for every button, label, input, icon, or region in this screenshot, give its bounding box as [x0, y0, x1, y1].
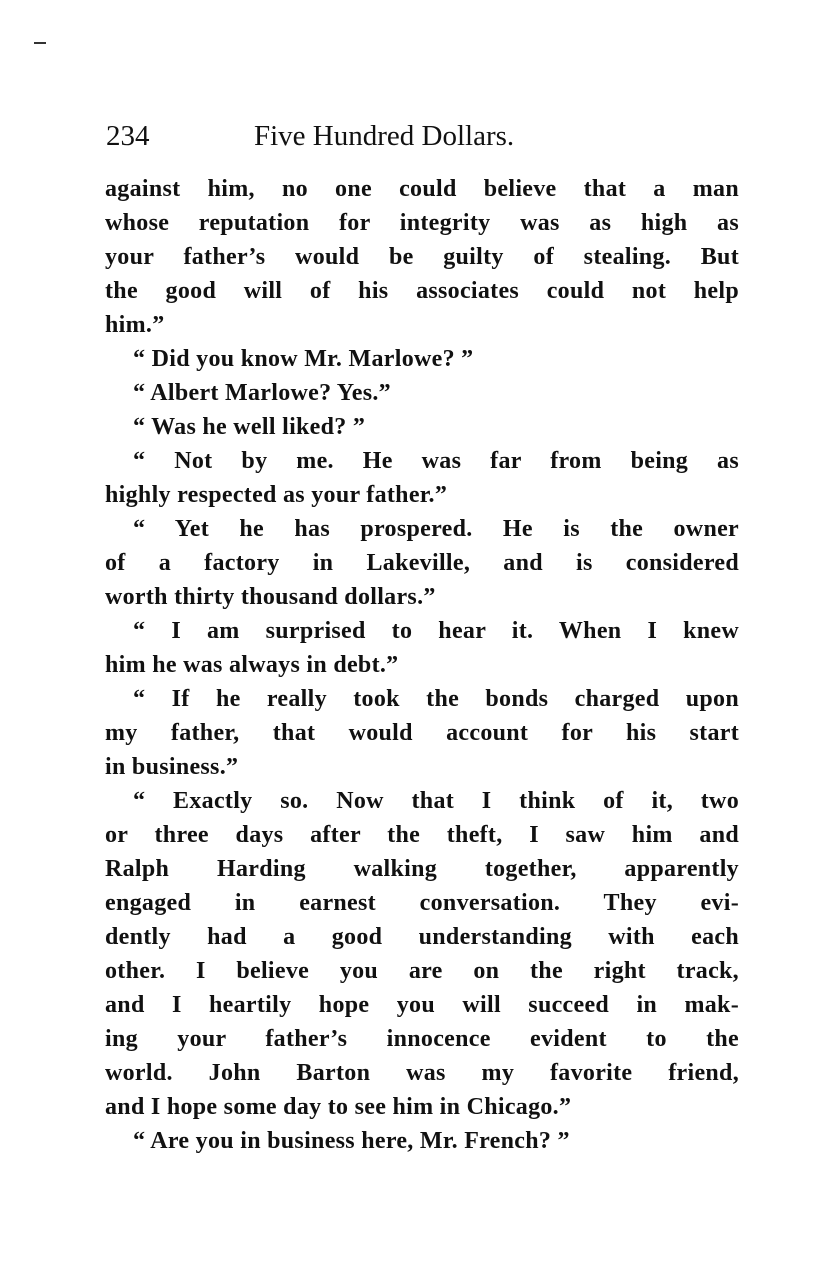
- paragraph: [105, 410, 739, 444]
- text-line: “ If he really took the bonds charged upon: [133, 686, 739, 712]
- body-text: [105, 172, 739, 1158]
- paragraph: [105, 784, 739, 1124]
- text-line: and I hope some day to see him in Chicago.”: [105, 1094, 572, 1120]
- text-line: “ Are you in business here, Mr. French? ”: [133, 1128, 570, 1154]
- paragraph: [105, 512, 739, 614]
- text-line: “ Did you know Mr. Marlowe? ”: [133, 346, 474, 372]
- text-line: “ Not by me. He was far from being as: [133, 448, 739, 474]
- text-line: or three days after the theft, I saw him and: [105, 822, 739, 848]
- text-line: him.”: [105, 312, 165, 338]
- text-line: Ralph Harding walking together, apparently: [105, 856, 739, 882]
- text-line: my father, that would account for his start: [105, 720, 739, 746]
- paragraph: [105, 1124, 739, 1158]
- paragraph: [105, 614, 739, 682]
- text-line: ing your father’s innocence evident to the: [105, 1026, 739, 1052]
- text-line: “ I am surprised to hear it. When I knew: [133, 618, 739, 644]
- text-line: of a factory in Lakeville, and is considered: [105, 550, 739, 576]
- text-line: “ Albert Marlowe? Yes.”: [133, 380, 391, 406]
- text-line: whose reputation for integrity was as high as: [105, 210, 739, 236]
- text-line: other. I believe you are on the right track,: [105, 958, 739, 984]
- paragraph: [105, 682, 739, 784]
- paragraph: [105, 444, 739, 512]
- text-line: your father’s would be guilty of stealing. But: [105, 244, 739, 270]
- paragraph: [105, 376, 739, 410]
- text-line: against him, no one could believe that a man: [105, 176, 739, 202]
- paragraph: [105, 172, 739, 342]
- text-line: him he was always in debt.”: [105, 652, 399, 678]
- text-line: worth thirty thousand dollars.”: [105, 584, 436, 610]
- text-line: world. John Barton was my favorite friend,: [105, 1060, 739, 1086]
- text-line: highly respected as your father.”: [105, 482, 448, 508]
- text-line: in business.”: [105, 754, 239, 780]
- running-head: [106, 116, 746, 160]
- page-number: 234: [106, 120, 150, 152]
- text-line: “ Exactly so. Now that I think of it, two: [133, 788, 739, 814]
- text-line: the good will of his associates could not help: [105, 278, 739, 304]
- text-line: engaged in earnest conversation. They evi-: [105, 890, 739, 916]
- text-line: dently had a good understanding with each: [105, 924, 739, 950]
- text-line: “ Was he well liked? ”: [133, 414, 366, 440]
- running-title: Five Hundred Dollars.: [254, 120, 515, 152]
- paragraph: [105, 342, 739, 376]
- text-line: “ Yet he has prospered. He is the owner: [133, 516, 739, 542]
- text-line: and I heartily hope you will succeed in mak-: [105, 992, 739, 1018]
- scan-mark: [34, 42, 46, 44]
